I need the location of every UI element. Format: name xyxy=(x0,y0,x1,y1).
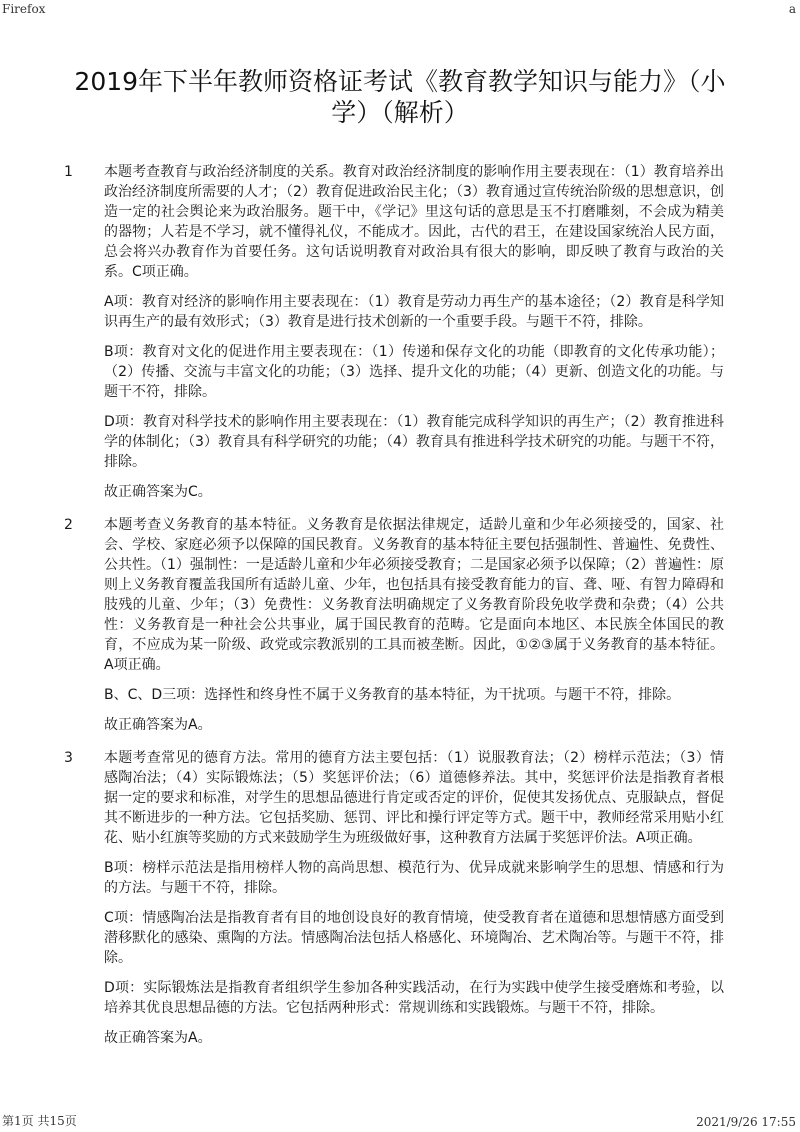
question-number: 1 xyxy=(64,164,73,180)
answer-statement: 故正确答案为A。 xyxy=(104,717,212,733)
explanation-paragraph: A项：教育对经济的影响作用主要表现在：（1）教育是劳动力再生产的基本途径；（2）教育是科学知识再生产的最有效形式；（3）教育是进行技术创新的一个重要手段。与题干不符，排除。 xyxy=(104,294,724,330)
answer-statement: 故正确答案为C。 xyxy=(104,484,212,500)
explanation-paragraph: C项：情感陶冶法是指教育者有目的地创设良好的教育情境，使受教育者在道德和思想情感方面受到潜移默化的感染、熏陶的方法。情感陶冶法包括人格感化、环境陶冶、艺术陶冶等。与题干不符，排除。 xyxy=(104,910,724,966)
question-2 xyxy=(64,515,724,735)
explanation-paragraph: B项：教育对文化的促进作用主要表现在：（1）传递和保存文化的功能（即教育的文化传承功能）；（2）传播、交流与丰富文化的功能；（3）选择、提升文化的功能；（4）更新、创造文化的功能。与题干不符，排除。 xyxy=(104,344,724,400)
header-corner-label: a xyxy=(788,2,796,16)
explanation-paragraph: 本题考查义务教育的基本特征。义务教育是依据法律规定，适龄儿童和少年必须接受的，国家、社会、学校、家庭必须予以保障的国民教育。义务教育的基本特征主要包括强制性、普遍性、免费性、公共性。（1）强制性：一是适龄儿童和少年必须接受教育；二是国家必须予以保障；（2）普遍性：原则上义务教育覆盖我国所有适龄儿童、少年，也包括具有接受教育能力的盲、聋、哑、有智力障碍和肢残的儿童、少年；（3）免费性：义务教育法明确规定了义务教育阶段免收学费和杂费；（4）公共性：义务教育是一种社会公共事业，属于国民教育的范畴。它是面向本地区、本民族全体国民的教育，不应成为某一阶级、政党或宗教派别的工具而被垄断。因此，①②③属于义务教育的基本特征。A项正确。 xyxy=(104,517,724,673)
explanation-paragraph: D项：实际锻炼法是指教育者组织学生参加各种实践活动，在行为实践中使学生接受磨炼和考验，以培养其优良思想品德的方法。它包括两种形式：常规训练和实践锻炼。与题干不符，排除。 xyxy=(104,980,724,1016)
explanation-paragraph: B项：榜样示范法是指用榜样人物的高尚思想、模范行为、优异成就来影响学生的思想、情感和行为的方法。与题干不符，排除。 xyxy=(104,860,724,896)
explanation-paragraph: B、C、D三项：选择性和终身性不属于义务教育的基本特征，为干扰项。与题干不符，排除。 xyxy=(104,687,681,703)
browser-header-title: Firefox xyxy=(2,2,46,16)
question-number: 2 xyxy=(64,517,73,533)
explanation-paragraph: 本题考查常见的德育方法。常用的德育方法主要包括：（1）说服教育法；（2）榜样示范法；（3）情感陶冶法；（4）实际锻炼法；（5）奖惩评价法；（6）道德修养法。其中，奖惩评价法是指教育者根据一定的要求和标准，对学生的思想品德进行肯定或否定的评价，促使其发扬优点、克服缺点，督促其不断进步的一种方法。它包括奖励、惩罚、评比和操行评定等方式。题干中，教师经常采用贴小红花、贴小红旗等奖励的方式来鼓励学生为班级做好事，这种教育方法属于奖惩评价法。A项正确。 xyxy=(104,750,724,846)
answer-statement: 故正确答案为A。 xyxy=(104,1030,212,1046)
question-explanation xyxy=(104,515,724,735)
question-3 xyxy=(64,748,724,1048)
explanation-paragraph: D项：教育对科学技术的影响作用主要表现在：（1）教育能完成科学知识的再生产；（2）教育推进科学的体制化；（3）教育具有科学研究的功能；（4）教育具有推进科学技术研究的功能。与题干不符，排除。 xyxy=(104,414,724,470)
question-number: 3 xyxy=(64,750,73,766)
explanation-paragraph: 本题考查教育与政治经济制度的关系。教育对政治经济制度的影响作用主要表现在：（1）教育培养出政治经济制度所需要的人才；（2）教育促进政治民主化；（3）教育通过宣传统治阶级的思想意识，创造一定的社会舆论来为政治服务。题干中，《学记》里这句话的意思是玉不打磨雕刻，不会成为精美的器物；人若是不学习，就不懂得礼仪，不能成才。因此，古代的君王，在建设国家统治人民方面，总会将兴办教育作为首要任务。这句话说明教育对政治具有很大的影响，即反映了教育与政治的关系。C项正确。 xyxy=(104,164,724,280)
document-title: 2019年下半年教师资格证考试《教育教学知识与能力》（小学）（解析） xyxy=(74,67,726,127)
question-explanation xyxy=(104,162,724,502)
answer-list xyxy=(64,162,724,1061)
question-explanation xyxy=(104,748,724,1048)
print-timestamp: 2021/9/26 17:55 xyxy=(696,1115,796,1129)
question-1 xyxy=(64,162,724,502)
page-indicator: 第1页 共15页 xyxy=(2,1114,77,1128)
